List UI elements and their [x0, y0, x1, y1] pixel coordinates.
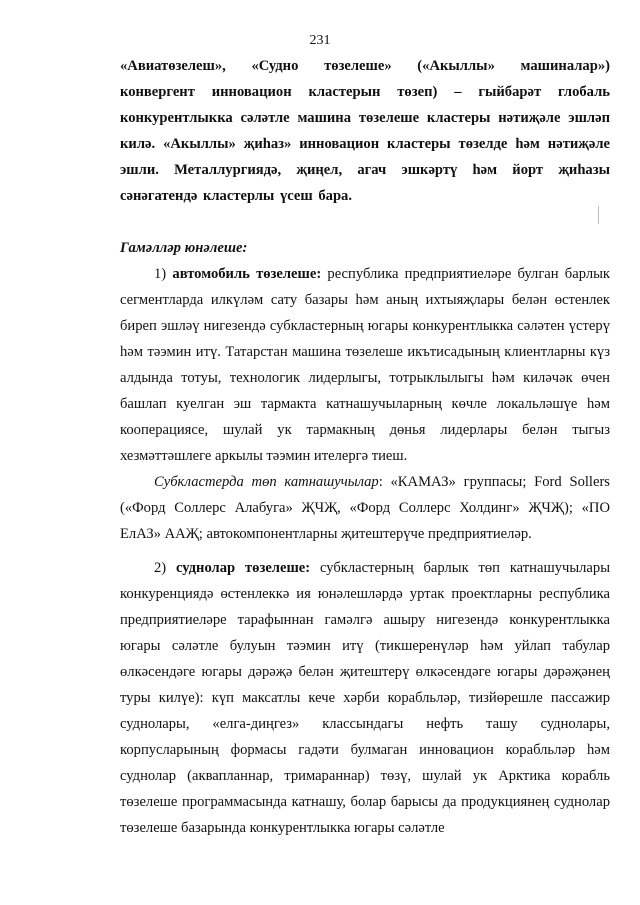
intro-paragraph: «Авиатөзелеш», «Судно төзелеше» («Акыллы» машиналар») конвергент инновацион кластерын төзеп) – гыйбарәт глобаль конкурентлыкка сәләтле машина төзелеше кластеры нәтиҗәле эшләп килә. «Акыллы» җиһаз» инновацион кластеры төзелде һәм нәтиҗәле эшли. Металлургиядә, җиңел, агач эшкәртү һәм йорт җиһазы сәнәгатендә кластерлы үсеш бара.: [120, 58, 610, 204]
item-1-text: республика предприятиеләре булган барлык сегментларда илкүләм сату базары һәм аның ихтыяҗлары белән өстенлек биреп эшләү нигезендә субкластерның югары конкурентлыкка сәләтен үстерү һәм тәэмин итү. Татарстан машина төзелеше икътисадының клиентларны күз алдында тотуы, технологик лидерлыгы, тотрыклылыгы һәм киләчәк өчен башлап куелган эш тармакта катнашучыларның көчле локальләшүе һәм кооперациясе, шулай ук тармакның дөнья лидерлары белән тыгыз хезмәттәшлеге аркылы тәэмин ителергә тиеш.: [120, 266, 610, 464]
section-heading: Гамәлләр юнәлеше:: [120, 240, 248, 256]
item-1-paragraph: [120, 261, 610, 469]
item-2-paragraph: [120, 555, 610, 841]
participants-text: : «КАМАЗ» группасы; Ford Sollers («Форд Соллерс Алабуга» ҖЧҖ, «Форд Соллерс Холдинг» ҖЧҖ); «ПО ЕлАЗ» ААҖ; автокомпонентларны җитештерүче предприятиеләр.: [120, 474, 610, 542]
item-2-number: 2): [154, 560, 167, 576]
participants-label: Субкластерда төп катнашучылар: [154, 474, 379, 490]
item-1-title: автомобиль төзелеше:: [172, 266, 322, 282]
page-number: 231: [309, 33, 331, 48]
item-2-title: суднолар төзелеше:: [176, 560, 311, 576]
participants-paragraph: [120, 469, 610, 547]
page-content: [120, 53, 610, 841]
item-2-text: субкластерның барлык төп катнашучылары конкуренциядә өстенлеккә ия юнәлешләрдә уртак проектларны республика предприятиеләре тарафыннан гамәлгә ашыру нигезендә конкурентлыкка югары сәләтле булуын тәэмин итү (тикшеренүләр һәм уйлап табулар өлкәсендәге югары дәрәҗә белән җитештерү өлкәсендәге югары дәрәҗәнең туры килүе): күп максатлы кече хәрби корабльләр, тизйөрешле пассажир суднолары, «елга-диңгез» классындагы нефть ташу суднолары, корпусларының формасы гадәти булмаган инновацион корабльләр һәм суднолар (аквапланнар, тримараннар) төзү, шулай ук Арктика корабль төзелеше программасында катнашу, болар барысы да продукциянең суднолар төзелеше базарында конкурентлыкка югары сәләтле: [120, 560, 610, 836]
item-1-number: 1): [154, 266, 167, 282]
